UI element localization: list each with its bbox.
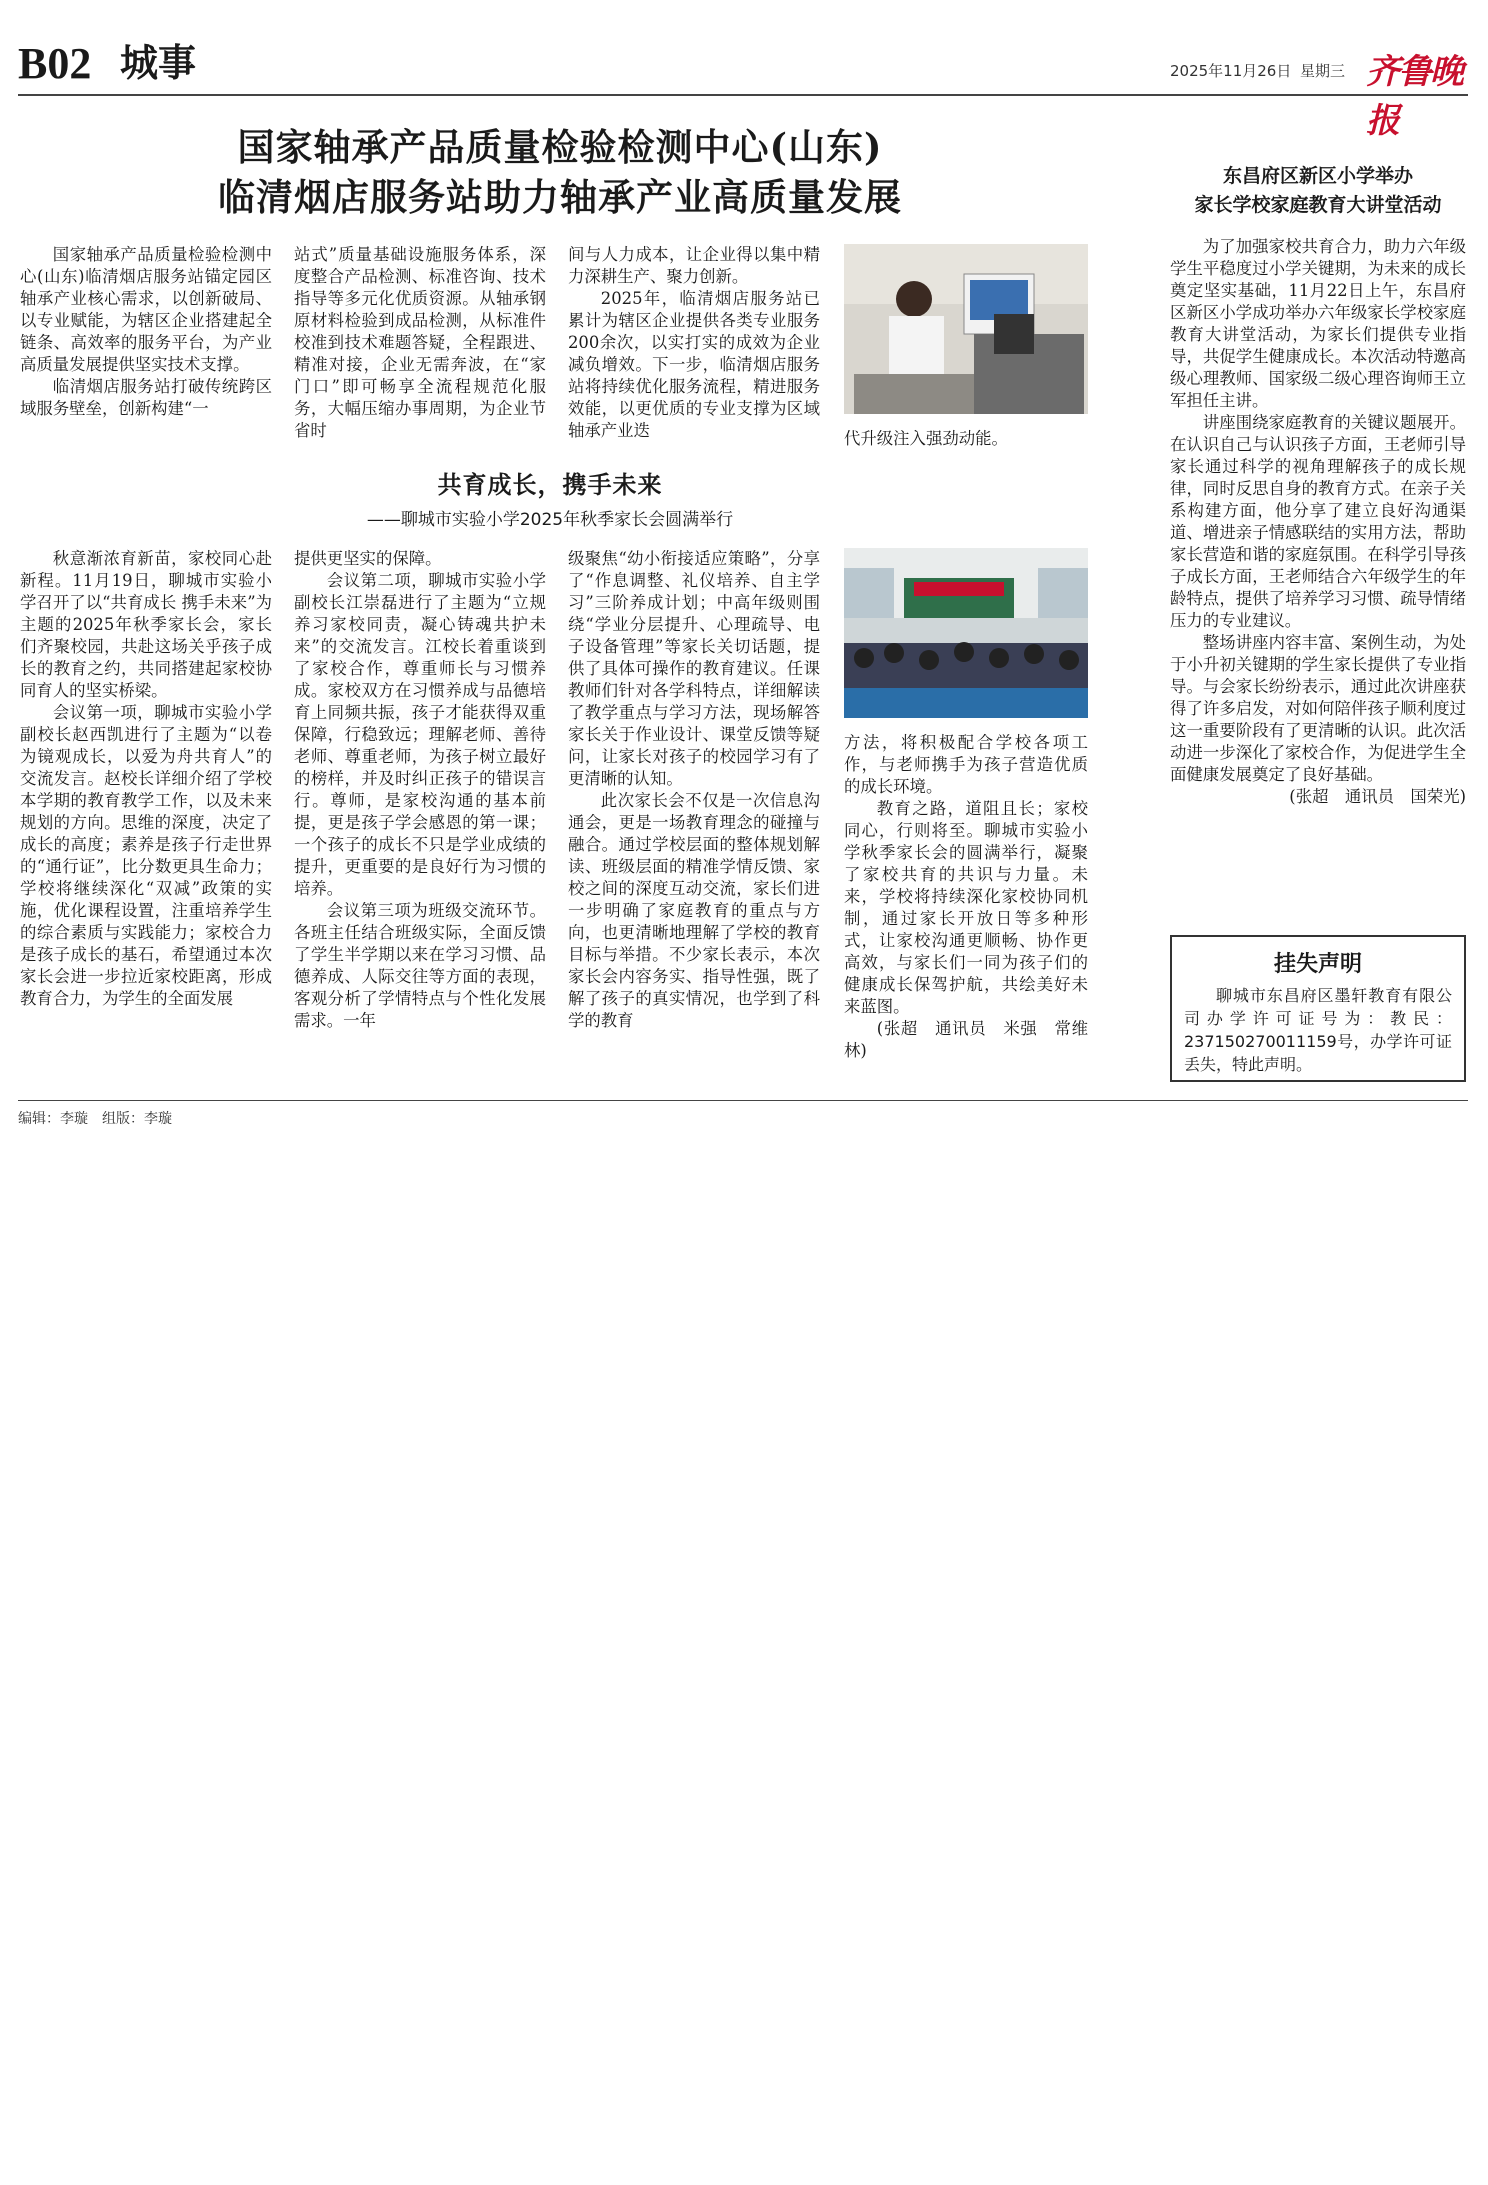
article1-paragraph: 临清烟店服务站打破传统跨区域服务壁垒，创新构建“一 xyxy=(20,377,272,418)
article2-byline: (张超 通讯员 米强 常维林) xyxy=(844,1019,1088,1060)
article3-column xyxy=(1170,236,1466,808)
article2-paragraph: 方法，将积极配合学校各项工作，与老师携手为孩子营造优质的成长环境。 xyxy=(844,733,1088,796)
article3-headline-line1: 东昌府区新区小学举办 xyxy=(1222,165,1413,187)
article1-headline-line1: 国家轴承产品质量检验检测中心(山东) xyxy=(237,125,883,169)
photo-caption: 代升级注入强劲动能。 xyxy=(844,429,1008,448)
lost-notice-body: 聊城市东昌府区墨轩教育有限公司办学许可证号为：教民：237150270011159号，办学许可证丢失，特此声明。 xyxy=(1184,986,1452,1074)
section-name: 城事 xyxy=(120,40,197,85)
article1-column-3 xyxy=(568,244,820,442)
newspaper-logo: 齐鲁晚报 xyxy=(1366,52,1462,141)
issue-weekday: 星期三 xyxy=(1300,62,1346,80)
lost-notice-box xyxy=(1170,935,1466,1082)
article3-headline xyxy=(1168,162,1468,220)
article1-column-1 xyxy=(20,244,272,420)
article2-paragraph: 教育之路，道阻且长；家校同心，行则将至。聊城市实验小学秋季家长会的圆满举行，凝聚了家校共育的共识与力量。未来，学校将持续深化家校协同机制，通过家长开放日等多种形式，让家校沟通更顺畅、协作更高效，与家长们一同为孩子们的健康成长保驾护航，共绘美好未来蓝图。 xyxy=(844,799,1088,1016)
page-number: B02 xyxy=(18,39,92,88)
article1-column-2 xyxy=(294,244,546,442)
article2-paragraph: 此次家长会不仅是一次信息沟通会，更是一场教育理念的碰撞与融合。通过学校层面的整体规划解读、班级层面的精准学情反馈、家校之间的深度互动交流，家长们进一步明确了家庭教育的重点与方向，也更清晰地理解了学校的教育目标与举措。不少家长表示，本次家长会内容务实、指导性强，既了解了孩子的真实情况，也学到了科学的教育 xyxy=(568,791,820,1030)
article2-column-1 xyxy=(20,548,272,1010)
article2-paragraph: 会议第一项，聊城市实验小学副校长赵西凯进行了主题为“以卷为镜观成长，以爱为舟共育人”的交流发言。赵校长详细介绍了学校本学期的教育教学工作，以及未来规划的方向。思维的深度，决定了成长的高度；素养是孩子行走世界的“通行证”，比分数更具生命力；学校将继续深化“双减”政策的实施，优化课程设置，注重培养学生的综合素质与实践能力；家校合力是孩子成长的基石，希望通过本次家长会进一步拉近家校距离，形成教育合力，为学生的全面发展 xyxy=(20,703,272,1008)
lab-photo xyxy=(844,244,1088,414)
editor-credits: 编辑：李璇 组版：李璇 xyxy=(18,1111,172,1127)
article2-paragraph: 会议第二项，聊城市实验小学副校长江崇磊进行了主题为“立规养习家校同责，凝心铸魂共护未来”的交流发言。江校长着重谈到了家校合作，尊重师长与习惯养成。家校双方在习惯养成与品德培育上同频共振，孩子才能获得双重保障，行稳致远；理解老师、善待老师、尊重老师，为孩子树立最好的榜样，并及时纠正孩子的错误言行。尊师，是家校沟通的基本前提，更是孩子学会感恩的第一课；一个孩子的成长不只是学业成绩的提升，更重要的是良好行为习惯的培养。 xyxy=(294,571,546,898)
article3-paragraph: 讲座围绕家庭教育的关键议题展开。在认识自己与认识孩子方面，王老师引导家长通过科学的视角理解孩子的成长规律，同时反思自身的教育方式。在亲子关系构建方面，他分享了建立良好沟通渠道、增进亲子情感联结的实用方法，帮助家长营造和谐的家庭氛围。在科学引导孩子成长方面，王老师结合六年级学生的年龄特点，提供了培养学习习惯、疏导情绪压力的专业建议。 xyxy=(1170,413,1466,630)
article3-byline: (张超 通讯员 国荣光) xyxy=(1289,787,1466,806)
article2-paragraph: 提供更坚实的保障。 xyxy=(294,549,442,568)
article2-subheadline: ——聊城市实验小学2025年秋季家长会圆满举行 xyxy=(366,510,734,530)
article2-paragraph: 级聚焦“幼小衔接适应策略”，分享了“作息调整、礼仪培养、自主学习”三阶养成计划；中高年级则围绕“学业分层提升、心理疏导、电子设备管理”等家长关切话题，提供了具体可操作的教育建议。任课教师们针对各学科特点，详细解读了教学重点与学习方法，现场解答家长关于作业设计、课堂反馈等疑问，让家长对孩子的校园学习有了更清晰的认知。 xyxy=(568,549,820,788)
article1-paragraph: 站式”质量基础设施服务体系，深度整合产品检测、标准咨询、技术指导等多元化优质资源。从轴承钢原材料检验到成品检测，从标准件校准到技术难题答疑，全程跟进、精准对接，企业无需奔波，在“家门口”即可畅享全流程规范化服务，大幅压缩办事周期，为企业节省时 xyxy=(294,245,546,440)
lost-notice-title: 挂失声明 xyxy=(1273,952,1362,977)
article2-column-2 xyxy=(294,548,546,1032)
article2-paragraph: 会议第三项为班级交流环节。各班主任结合班级实际，全面反馈了学生半学期以来在学习习惯、品德养成、人际交往等方面的表现，客观分析了学情特点与个性化发展需求。一年 xyxy=(294,901,546,1030)
article1-headline-line2: 临清烟店服务站助力轴承产业高质量发展 xyxy=(218,175,902,219)
page-masthead xyxy=(18,38,1468,141)
article2-headline: 共育成长，携手未来 xyxy=(437,470,663,499)
article1-headline xyxy=(120,122,1000,222)
issue-date: 2025年11月26日 xyxy=(1170,62,1292,80)
article3-paragraph: 整场讲座内容丰富、案例生动，为处于小升初关键期的学生家长提供了专业指导。与会家长纷纷表示，通过此次讲座获得了许多启发，对如何陪伴孩子顺利度过这一重要阶段有了更清晰的认识。此次活动进一步深化了家校合作，为促进学生全面健康发展奠定了良好基础。 xyxy=(1170,633,1466,784)
classroom-photo xyxy=(844,548,1088,718)
article3-headline-line2: 家长学校家庭教育大讲堂活动 xyxy=(1194,194,1442,216)
article2-column-3 xyxy=(568,548,820,1032)
masthead-rule xyxy=(18,94,1468,96)
footer-rule xyxy=(18,1100,1468,1101)
article2-paragraph: 秋意渐浓育新苗，家校同心赴新程。11月19日，聊城市实验小学召开了以“共育成长 携手未来”为主题的2025年秋季家长会，家长们齐聚校园，共赴这场关乎孩子成长的教育之约，共同搭建起家校协同育人的坚实桥梁。 xyxy=(20,549,272,700)
article1-paragraph: 间与人力成本，让企业得以集中精力深耕生产、聚力创新。 xyxy=(568,245,820,286)
article1-paragraph: 2025年，临清烟店服务站已累计为辖区企业提供各类专业服务200余次，以实打实的成效为企业减负增效。下一步，临清烟店服务站将持续优化服务流程，精进服务效能，以更优质的专业支撑为区域轴承产业迭 xyxy=(568,289,820,440)
article1-paragraph: 国家轴承产品质量检验检测中心(山东)临清烟店服务站锚定园区轴承产业核心需求，以创新破局、以专业赋能，为辖区企业搭建起全链条、高效率的服务平台，为产业高质量发展提供坚实技术支撑。 xyxy=(20,245,272,374)
article3-paragraph: 为了加强家校共育合力，助力六年级学生平稳度过小学关键期，为未来的成长奠定坚实基础，11月22日上午，东昌府区新区小学成功举办六年级家长学校家庭教育大讲堂活动，为家长们提供专业指导，共促学生健康成长。本次活动特邀高级心理教师、国家级二级心理咨询师王立军担任主讲。 xyxy=(1170,237,1466,410)
article2-column-4 xyxy=(844,732,1088,1062)
